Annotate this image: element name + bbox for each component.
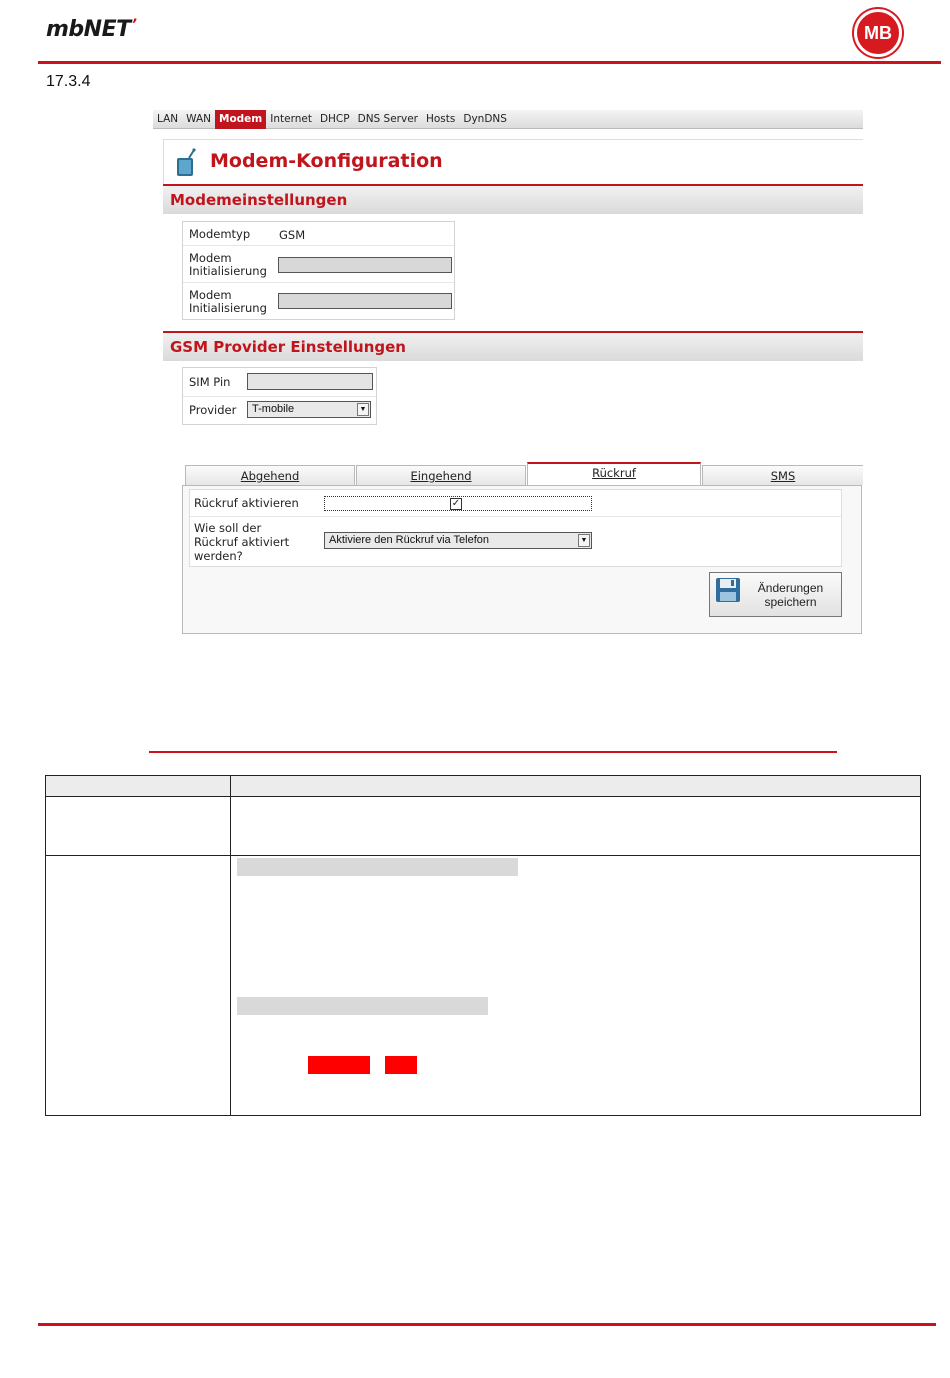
modem-init-row-2 [183,283,454,320]
nav-item-dns-server[interactable]: DNS Server [357,112,418,125]
page-title: Modem-Konfiguration [210,150,443,172]
chevron-down-icon: ▼ [357,403,369,416]
gsm-provider-heading: GSM Provider Einstellungen [163,331,863,361]
modem-icon [174,148,198,178]
modem-init-input-1[interactable] [278,257,452,273]
mbnet-logo: mbNET’ [46,17,137,42]
sim-pin-input[interactable] [247,373,373,390]
floppy-disk-icon [715,577,741,603]
modem-init-label-1: Modem Initialisierung [189,251,267,278]
header-divider [38,61,941,64]
tab-rueckruf[interactable]: Rückruf [527,462,701,486]
tab-sms[interactable]: SMS [702,465,863,485]
modem-init-label-2: Modem Initialisierung [189,288,267,315]
nav-item-hosts[interactable]: Hosts [425,112,456,125]
modemtyp-row [183,222,454,246]
parameter-table [45,775,921,1116]
table-header-row [46,776,920,797]
provider-select[interactable]: T-mobile ▼ [247,401,371,418]
highlight-red-1 [308,1056,370,1074]
nav-item-wan[interactable]: WAN [186,112,211,125]
caption-divider [149,751,837,753]
gsm-provider-table [182,367,377,425]
callback-method-label: Wie soll der Rückruf aktiviert werden? [194,521,290,563]
modem-init-input-2[interactable] [278,293,452,309]
nav-item-internet[interactable]: Internet [270,112,312,125]
modemtyp-label: Modemtyp [189,227,251,241]
sim-pin-label: SIM Pin [189,375,231,389]
sim-pin-row [183,368,376,397]
save-changes-button[interactable] [709,572,842,617]
tab-abgehend[interactable]: Abgehend [185,465,355,485]
callback-settings-table [189,489,842,567]
column-divider [230,776,231,1115]
modemtyp-value: GSM [279,228,306,242]
nav-item-modem[interactable]: Modem [215,110,266,129]
modem-settings-table [182,221,455,320]
callback-method-select[interactable]: Aktiviere den Rückruf via Telefon ▼ [324,532,592,549]
highlight-red-2 [385,1056,417,1074]
save-button-label: Änderungen speichern [757,581,824,609]
modem-init-row-1 [183,246,454,283]
highlight-grey-1 [237,858,518,876]
nav-item-dhcp[interactable]: DHCP [319,112,350,125]
mb-badge-logo: MB [854,9,902,57]
chevron-down-icon: ▼ [578,534,590,547]
callback-activate-row [190,490,841,517]
main-nav [153,110,863,129]
highlight-grey-2 [237,997,488,1015]
table-row [46,797,920,856]
callback-activate-label: Rückruf aktivieren [194,496,299,510]
callback-activate-focus [324,496,592,511]
provider-label: Provider [189,403,237,417]
provider-row [183,397,376,425]
nav-item-dyndns[interactable]: DynDNS [463,112,507,125]
footer-divider [38,1323,936,1326]
callback-activate-checkbox[interactable]: ✓ [451,498,461,509]
modem-settings-heading: Modemeinstellungen [163,184,863,214]
tab-eingehend[interactable]: Eingehend [356,465,526,485]
page-title-box [163,139,863,185]
section-number: 17.3.4 [46,73,91,90]
nav-item-lan[interactable]: LAN [157,112,179,125]
